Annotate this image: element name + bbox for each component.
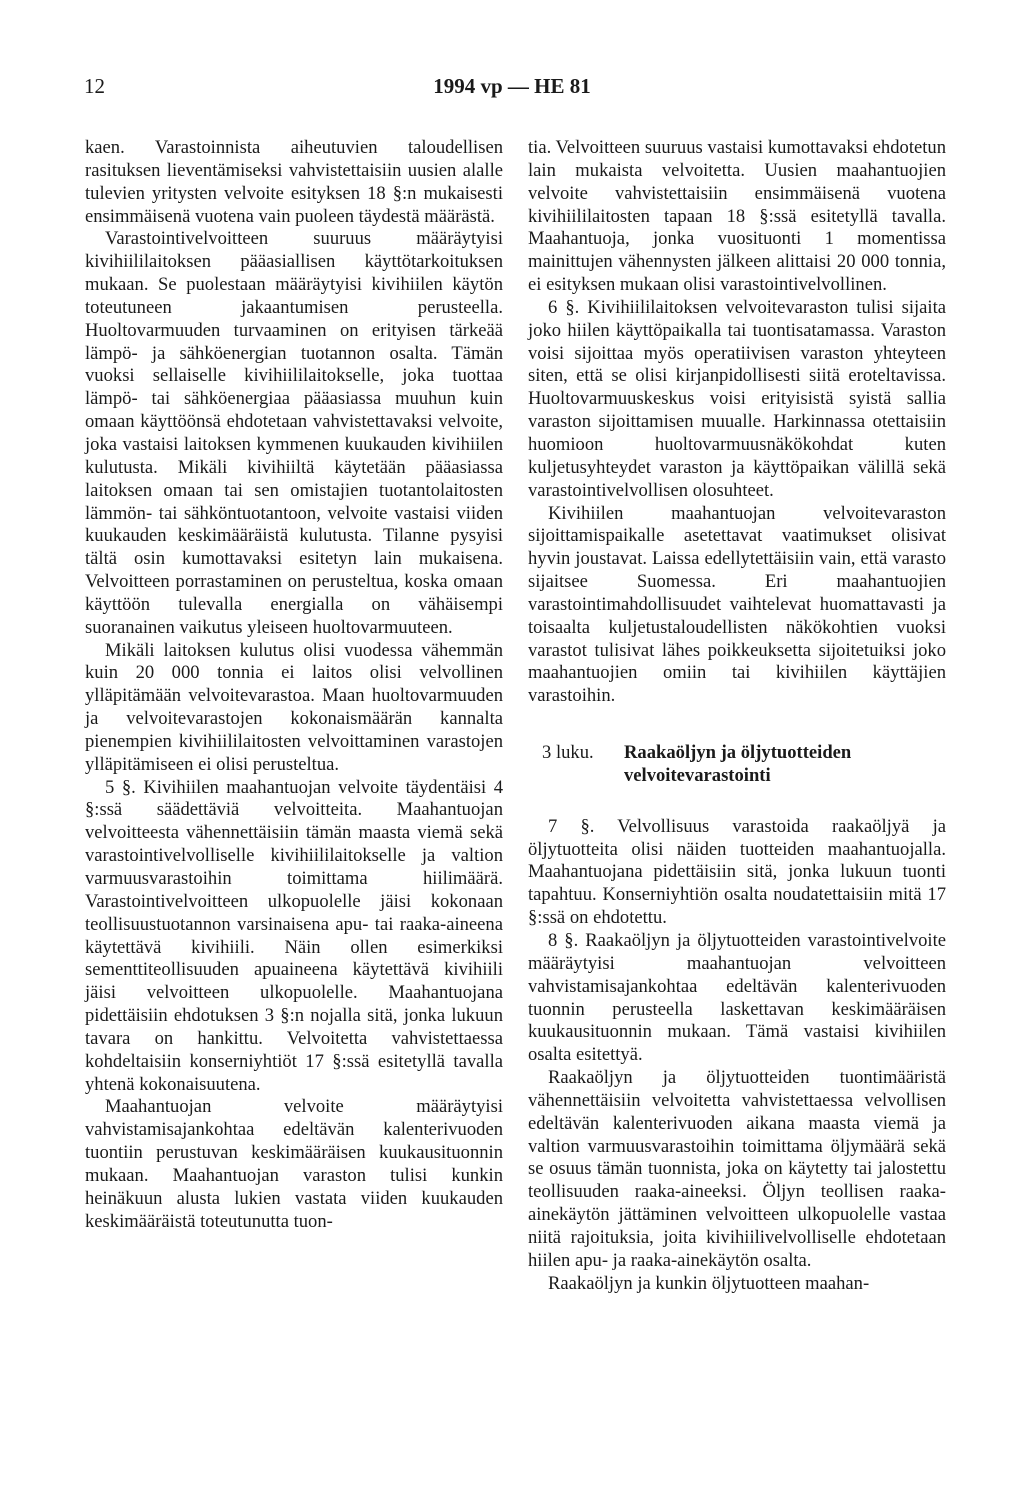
paragraph: Maahantuojan velvoite määräytyisi vahvistamisajankohtaa edeltävän kalenterivuoden tuontiin perustuvan keskimääräisen kuukausituonnin mukaan. Maahantuojan varaston tulisi kunkin heinäkuun alusta lukien vastata viiden kuukauden keskimääräistä toteutunutta tuon- bbox=[85, 1096, 503, 1232]
right-column bbox=[528, 137, 946, 1296]
left-column bbox=[85, 137, 503, 1234]
paragraph: Raakaöljyn ja kunkin öljytuotteen maahan- bbox=[548, 1272, 870, 1294]
paragraph: Varastointivelvoitteen suuruus määräytyisi kivihiililaitoksen pääasiallisen käyttötarkoituksen mukaan. Se puolestaan määräytyisi kivihiilen käytön toteutuneen jakaantumisen perusteella. Huoltovarmuuden turvaaminen on erityisen tärkeää lämpö- ja sähköenergian tuotannon osalta. Tämän vuoksi sellaiselle kivihiililaitokselle, joka tuottaa lämpö- tai sähköenergiaa pääasiassa muuhun kuin omaan käyttöönsä ehdotetaan vahvistettavaksi velvoite, joka vastaisi laitoksen kymmenen kuukauden kivihiilen kulutusta. Mikäli kivihiiltä käytetään pääasiassa laitoksen omaan tai sen omistajien tuotantolaitosten lämmön- tai sähköntuotantoon, velvoite vastaisi viiden kuukauden keskimääräistä kulutusta. Tilanne pysyisi tältä osin kumottavaksi esitetyn lain mukaisena. Velvoitteen porrastaminen on perusteltua, koska omaan käyttöön tulevalla energialla on vähäisempi suoranainen vaikutus yleiseen huoltovarmuuteen. bbox=[85, 228, 503, 638]
paragraph: Raakaöljyn ja öljytuotteiden tuontimääristä vähennettäisiin velvoitetta vahvistettaessa velvollisen edeltävän kalenterivuoden aikana maasta viemä ja valtion varmuusvarastoihin toimittama öljymäärä sekä se osuus tämän tuonnista, joka on käytetty tai jalostettu teollisuuden raaka-aineeksi. Öljyn teollisen raaka-ainekäytön jättäminen velvoitteen ulkopuolelle vastaa niitä rajoituksia, joita kivihiilivelvolliselle ehdotetaan hiilen apu- ja raaka-ainekäytön osalta. bbox=[528, 1067, 946, 1271]
chapter-number: 3 luku. bbox=[542, 742, 594, 764]
paragraph: 7 §. Velvollisuus varastoida raakaöljyä ja öljytuotteita olisi näiden tuotteiden maahantuojalla. Maahantuojana pidettäisiin sitä, jonka lukuun tuonti tapahtuu. Konserniyhtiön osalta noudatettaisiin mitä 17 §:ssä on ehdotettu. bbox=[528, 815, 946, 929]
chapter-heading bbox=[542, 742, 946, 788]
paragraph: 8 §. Raakaöljyn ja öljytuotteiden varastointivelvoite määräytyisi maahantuojan velvoitteen vahvistamisajankohtaa edeltävän kalenterivuoden tuonnin perusteella laskettavan keskimääräisen kuukausituonnin mukaan. Tämä vastaisi kivihiilen osalta esitettyä. bbox=[528, 930, 946, 1066]
paragraph: Kivihiilen maahantuojan velvoitevaraston sijoittamispaikalle asetettavat vaatimukset olisivat hyvin joustavat. Laissa edellytettäisiin vain, että varasto sijaitsee Suomessa. Eri maahantuojien varastointimahdollisuudet vaihtelevat huomattavasti ja toisaalta kuljetustaloudellisten näkökohtien vuoksi varastot tulisivat lähes poikkeuksetta sijoitetuiksi joko maahantuojien omiin tai kivihiilen käyttäjien varastoihin. bbox=[528, 502, 946, 707]
page-number: 12 bbox=[84, 74, 105, 98]
paragraph: 5 §. Kivihiilen maahantuojan velvoite täydentäisi 4 §:ssä säädettäviä velvoitteita. Maahantuojan velvoitteesta vähennettäisiin tämän maasta viemä sekä varastointivelvolliselle kivihiililaitokselle ja valtion varmuusvarastoihin toimittama hiilimäärä. Varastointivelvoitteen ulkopuolelle jäisi kokonaan teollisuustuotannon varsinaisena apu- tai raaka-aineena käytettävä kivihiili. Näin ollen esimerkiksi sementtiteollisuuden apuaineena käytettävä kivihiili jäisi velvoitteen ulkopuolelle. Maahantuojana pidettäisiin ehdotuksen 3 §:n nojalla sitä, jonka lukuun tavara on hankittu. Velvoitetta vahvistettaessa kohdeltaisiin konserniyhtiöt 17 §:ssä esitetyllä tavalla yhtenä kokonaisuutena. bbox=[85, 776, 503, 1095]
paragraph: tia. Velvoitteen suuruus vastaisi kumottavaksi ehdotetun lain mukaista velvoitetta. Uusien maahantuojien velvoite vahvistettaisiin ensimmäisenä vuotena kivihiililaitosten tapaan 18 §:ssä esitetyllä tavalla. Maahantuoja, jonka vuosituonti 1 momentissa mainittujen vähennysten jälkeen alittaisi 20 000 tonnia, ei esityksen mukaan olisi varastointivelvollinen. bbox=[528, 137, 946, 296]
running-head: 1994 vp — HE 81 bbox=[433, 74, 591, 98]
chapter-title: Raakaöljyn ja öljytuotteiden velvoitevarastointi bbox=[624, 742, 852, 786]
paragraph: kaen. Varastoinnista aiheutuvien taloudellisen rasituksen lieventämiseksi vahvistettaisiin uusien alalle tulevien yritysten velvoite esityksen 18 §:n mukaisesti ensimmäisenä vuotena vain puoleen täydestä määrästä. bbox=[85, 137, 503, 227]
page-header bbox=[0, 74, 1024, 104]
paragraph: 6 §. Kivihiililaitoksen velvoitevaraston tulisi sijaita joko hiilen käyttöpaikalla tai tuontisatamassa. Varaston voisi sijoittaa myös operatiivisen varaston yhteyteen siten, että se olisi kirjanpidollisesti siitä eroteltavissa. Huoltovarmuuskeskus voisi erityisistä syistä sallia varaston sijoittamisen muualle. Harkinnassa otettaisiin huomioon huoltovarmuusnäkökohdat kuten kuljetusyhteydet varaston ja käyttöpaikan välillä sekä varastointivelvollisen olosuhteet. bbox=[528, 296, 946, 501]
paragraph: Mikäli laitoksen kulutus olisi vuodessa vähemmän kuin 20 000 tonnia ei laitos olisi velvollinen ylläpitämään velvoitevarastoa. Maan huoltovarmuuden ja velvoitevarastojen kokonaismäärän kannalta pienempien kivihiililaitosten velvoittaminen varastojen ylläpitämiseen ei olisi perusteltua. bbox=[85, 639, 503, 775]
